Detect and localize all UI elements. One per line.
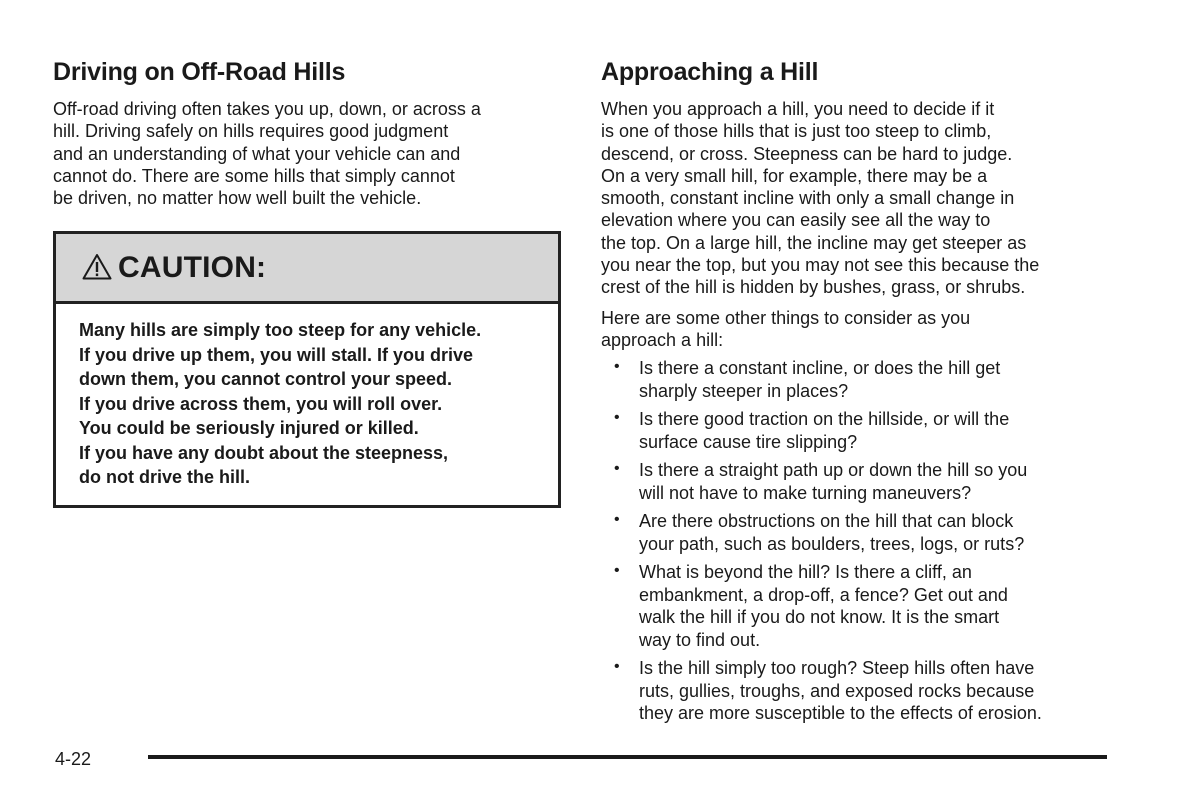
list-item-text: Is there a constant incline, or does the hill get sharply steeper in places? (639, 358, 1001, 401)
section-heading-approaching-hill: Approaching a Hill (601, 58, 819, 86)
footer-divider (148, 755, 1107, 759)
section-heading-off-road-hills: Driving on Off-Road Hills (53, 58, 346, 86)
page-number: 4-22 (55, 749, 92, 769)
list-item-text: Is there a straight path up or down the hill so you will not have to make turning maneuvers? (639, 460, 1028, 503)
left-column (53, 56, 559, 209)
list-item (601, 459, 1121, 504)
bullet-icon: • (614, 460, 620, 478)
list-item-text: Is there good traction on the hillside, or will the surface cause tire slipping? (639, 409, 1010, 452)
right-column (601, 56, 1121, 731)
list-item (601, 408, 1121, 453)
list-item (601, 510, 1121, 555)
list-item (601, 357, 1121, 402)
bullet-icon: • (614, 511, 620, 529)
considerations-list (601, 357, 1121, 725)
caution-header (56, 234, 558, 304)
caution-line: If you drive across them, you will roll over. (79, 393, 443, 414)
warning-triangle-icon (82, 253, 112, 280)
caution-box (53, 231, 561, 508)
considerations-intro: Here are some other things to consider as you approach a hill: (601, 307, 971, 350)
caution-line: do not drive the hill. (79, 467, 250, 487)
caution-line: down them, you cannot control your speed. (79, 369, 453, 389)
caution-line: You could be seriously injured or killed. (79, 418, 419, 438)
bullet-icon: • (614, 358, 620, 376)
list-item-text: Are there obstructions on the hill that can block your path, such as boulders, trees, logs, or ruts? (639, 511, 1025, 554)
approaching-hill-paragraph: When you approach a hill, you need to decide if it is one of those hills that is just too steep to climb, descend, or cross. Steepness can be hard to judge. On a very small hill, for example, there may be a smooth, constant incline with only a small change in elevation where you can easily see all the way to the top. On a large hill, the incline may get steeper as you near the top, but you may not see this because the crest of the hill is hidden by bushes, grass, or shrubs. (601, 99, 1040, 298)
bullet-icon: • (614, 658, 620, 676)
list-item (601, 657, 1121, 725)
off-road-hills-paragraph: Off-road driving often takes you up, down, or across a hill. Driving safely on hills requires good judgment and an understanding of what your vehicle can and cannot do. There are some hills that simply cannot be driven, no matter how well built the vehicle. (53, 99, 481, 209)
list-item-text: Is the hill simply too rough? Steep hills often have ruts, gullies, troughs, and exposed rocks because they are more susceptible to the effects of erosion. (639, 658, 1042, 724)
bullet-icon: • (614, 562, 620, 580)
caution-line: If you drive up them, you will stall. If you drive (79, 344, 474, 365)
bullet-icon: • (614, 409, 620, 427)
caution-line: Many hills are simply too steep for any vehicle. (79, 320, 482, 340)
caution-text (56, 304, 558, 490)
list-item (601, 561, 1121, 651)
list-item-text: What is beyond the hill? Is there a cliff, an embankment, a drop-off, a fence? Get out and walk the hill if you do not know. It is the smart way to find out. (639, 562, 1008, 650)
caution-title: CAUTION: (118, 250, 267, 284)
caution-line: If you have any doubt about the steepness, (79, 442, 449, 463)
